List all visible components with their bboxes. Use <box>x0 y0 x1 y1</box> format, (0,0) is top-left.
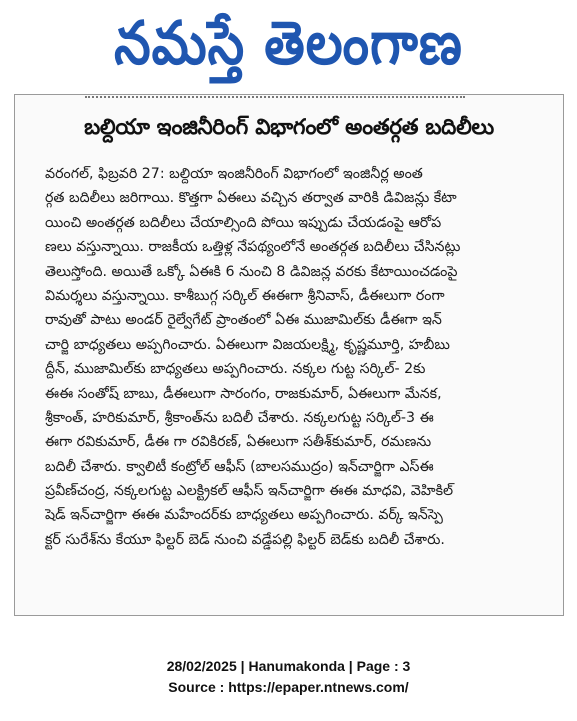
clipping-footer <box>0 656 577 698</box>
source-link[interactable]: Source : https://epaper.ntnews.com/ <box>168 679 409 695</box>
article-body <box>45 162 545 552</box>
article-line: యించి అంతర్గత బదిలీలు చేయాల్సింది పోయి ఇప్పుడు చేయడంపై ఆరోప <box>45 214 442 231</box>
article-line: షెడ్ ఇన్‌చార్జిగా ఈఈ మహేందర్‌కు బాధ్యతలు అప్పగించారు. వర్క్ ఇన్‌స్పె <box>45 507 443 524</box>
article-line: ద్దీన్, ముజామిల్‌కు బాధ్యతలు అప్పగించారు. నక్కల గుట్ట సర్కిల్- 2కు <box>45 361 426 378</box>
article-line: విమర్శలు వస్తున్నాయి. కాశీబుగ్గ సర్కిల్ ఈఈగా శ్రీనివాస్, డీఈలుగా రంగా <box>45 287 445 304</box>
article-line: ఈఈ సంతోష్ బాబు, డీఈలుగా సారంగం, రాజకుమార్, ఏఈలుగా మేనక, <box>45 385 442 402</box>
article-line: ర్గత బదిలీలు జరిగాయి. కొత్తగా ఏఈలు వచ్చిన తర్వాత వారికి డివిజన్లు కేటా <box>45 190 457 207</box>
masthead <box>0 4 577 84</box>
article-line: వరంగల్, ఫిబ్రవరి 27: బల్దియా ఇంజినీరింగ్ విభాగంలో ఇంజినీర్ల అంత <box>45 166 423 182</box>
article-headline: బల్దియా ఇంజినీరింగ్ విభాగంలో అంతర్గత బదిలీలు <box>84 115 494 140</box>
article-clipping <box>14 94 564 616</box>
article-line: ఈగా రవికుమార్, డీఈ గా రవికిరణ్, ఏఈలుగా సతీశ్‌కుమార్, రమణను <box>45 434 432 451</box>
article-line: ణలు వస్తున్నాయి. రాజకీయ ఒత్తిళ్ల నేపథ్యంలోనే అంతర్గత బదిలీలు చేసినట్లు <box>45 239 461 256</box>
newspaper-logo: నమస్తే తెలంగాణ <box>114 8 463 79</box>
edition-info: 28/02/2025 | Hanumakonda | Page : 3 <box>166 658 411 674</box>
article-line: చార్జి బాధ్యతలు అప్పగించారు. ఏఈలుగా విజయలక్ష్మి, కృష్ణమూర్తి, హబీబు <box>45 336 450 353</box>
article-line: బదిలీ చేశారు. క్వాలిటీ కంట్రోల్ ఆఫీస్ (బాలసముద్రం) ఇన్‌చార్జిగా ఎస్‌ఈ <box>45 458 434 475</box>
article-line: శ్రీకాంత్, హరికుమార్, శ్రీకాంత్‌ను బదిలీ చేశారు. నక్కలగుట్ట సర్కిల్-3 ఈ <box>45 409 434 426</box>
clipping-cut-edge <box>85 96 465 103</box>
article-line: క్టర్ సురేశ్‌ను కేయూ ఫిల్టర్ బెడ్ నుంచి వడ్డేపల్లి ఫిల్టర్ బెడ్‌కు బదిలీ చేశారు. <box>45 531 445 548</box>
article-line: తెలుస్తోంది. అయితే ఒక్కో ఏఈకి 6 నుంచి 8 డివిజన్ల వరకు కేటాయించడంపై <box>45 263 458 280</box>
article-line: రావుతో పాటు అండర్ రైల్వేగేట్ ప్రాంతంలో ఏఈ ముజామిల్‌కు డీఈగా ఇన్ <box>45 312 442 329</box>
article-line: ప్రవీణ్‌చంద్ర, నక్కలగుట్ట ఎలక్ట్రికల్ ఆఫీస్ ఇన్‌చార్జిగా ఈఈ మాధవి, వెహికిల్ <box>45 483 454 500</box>
